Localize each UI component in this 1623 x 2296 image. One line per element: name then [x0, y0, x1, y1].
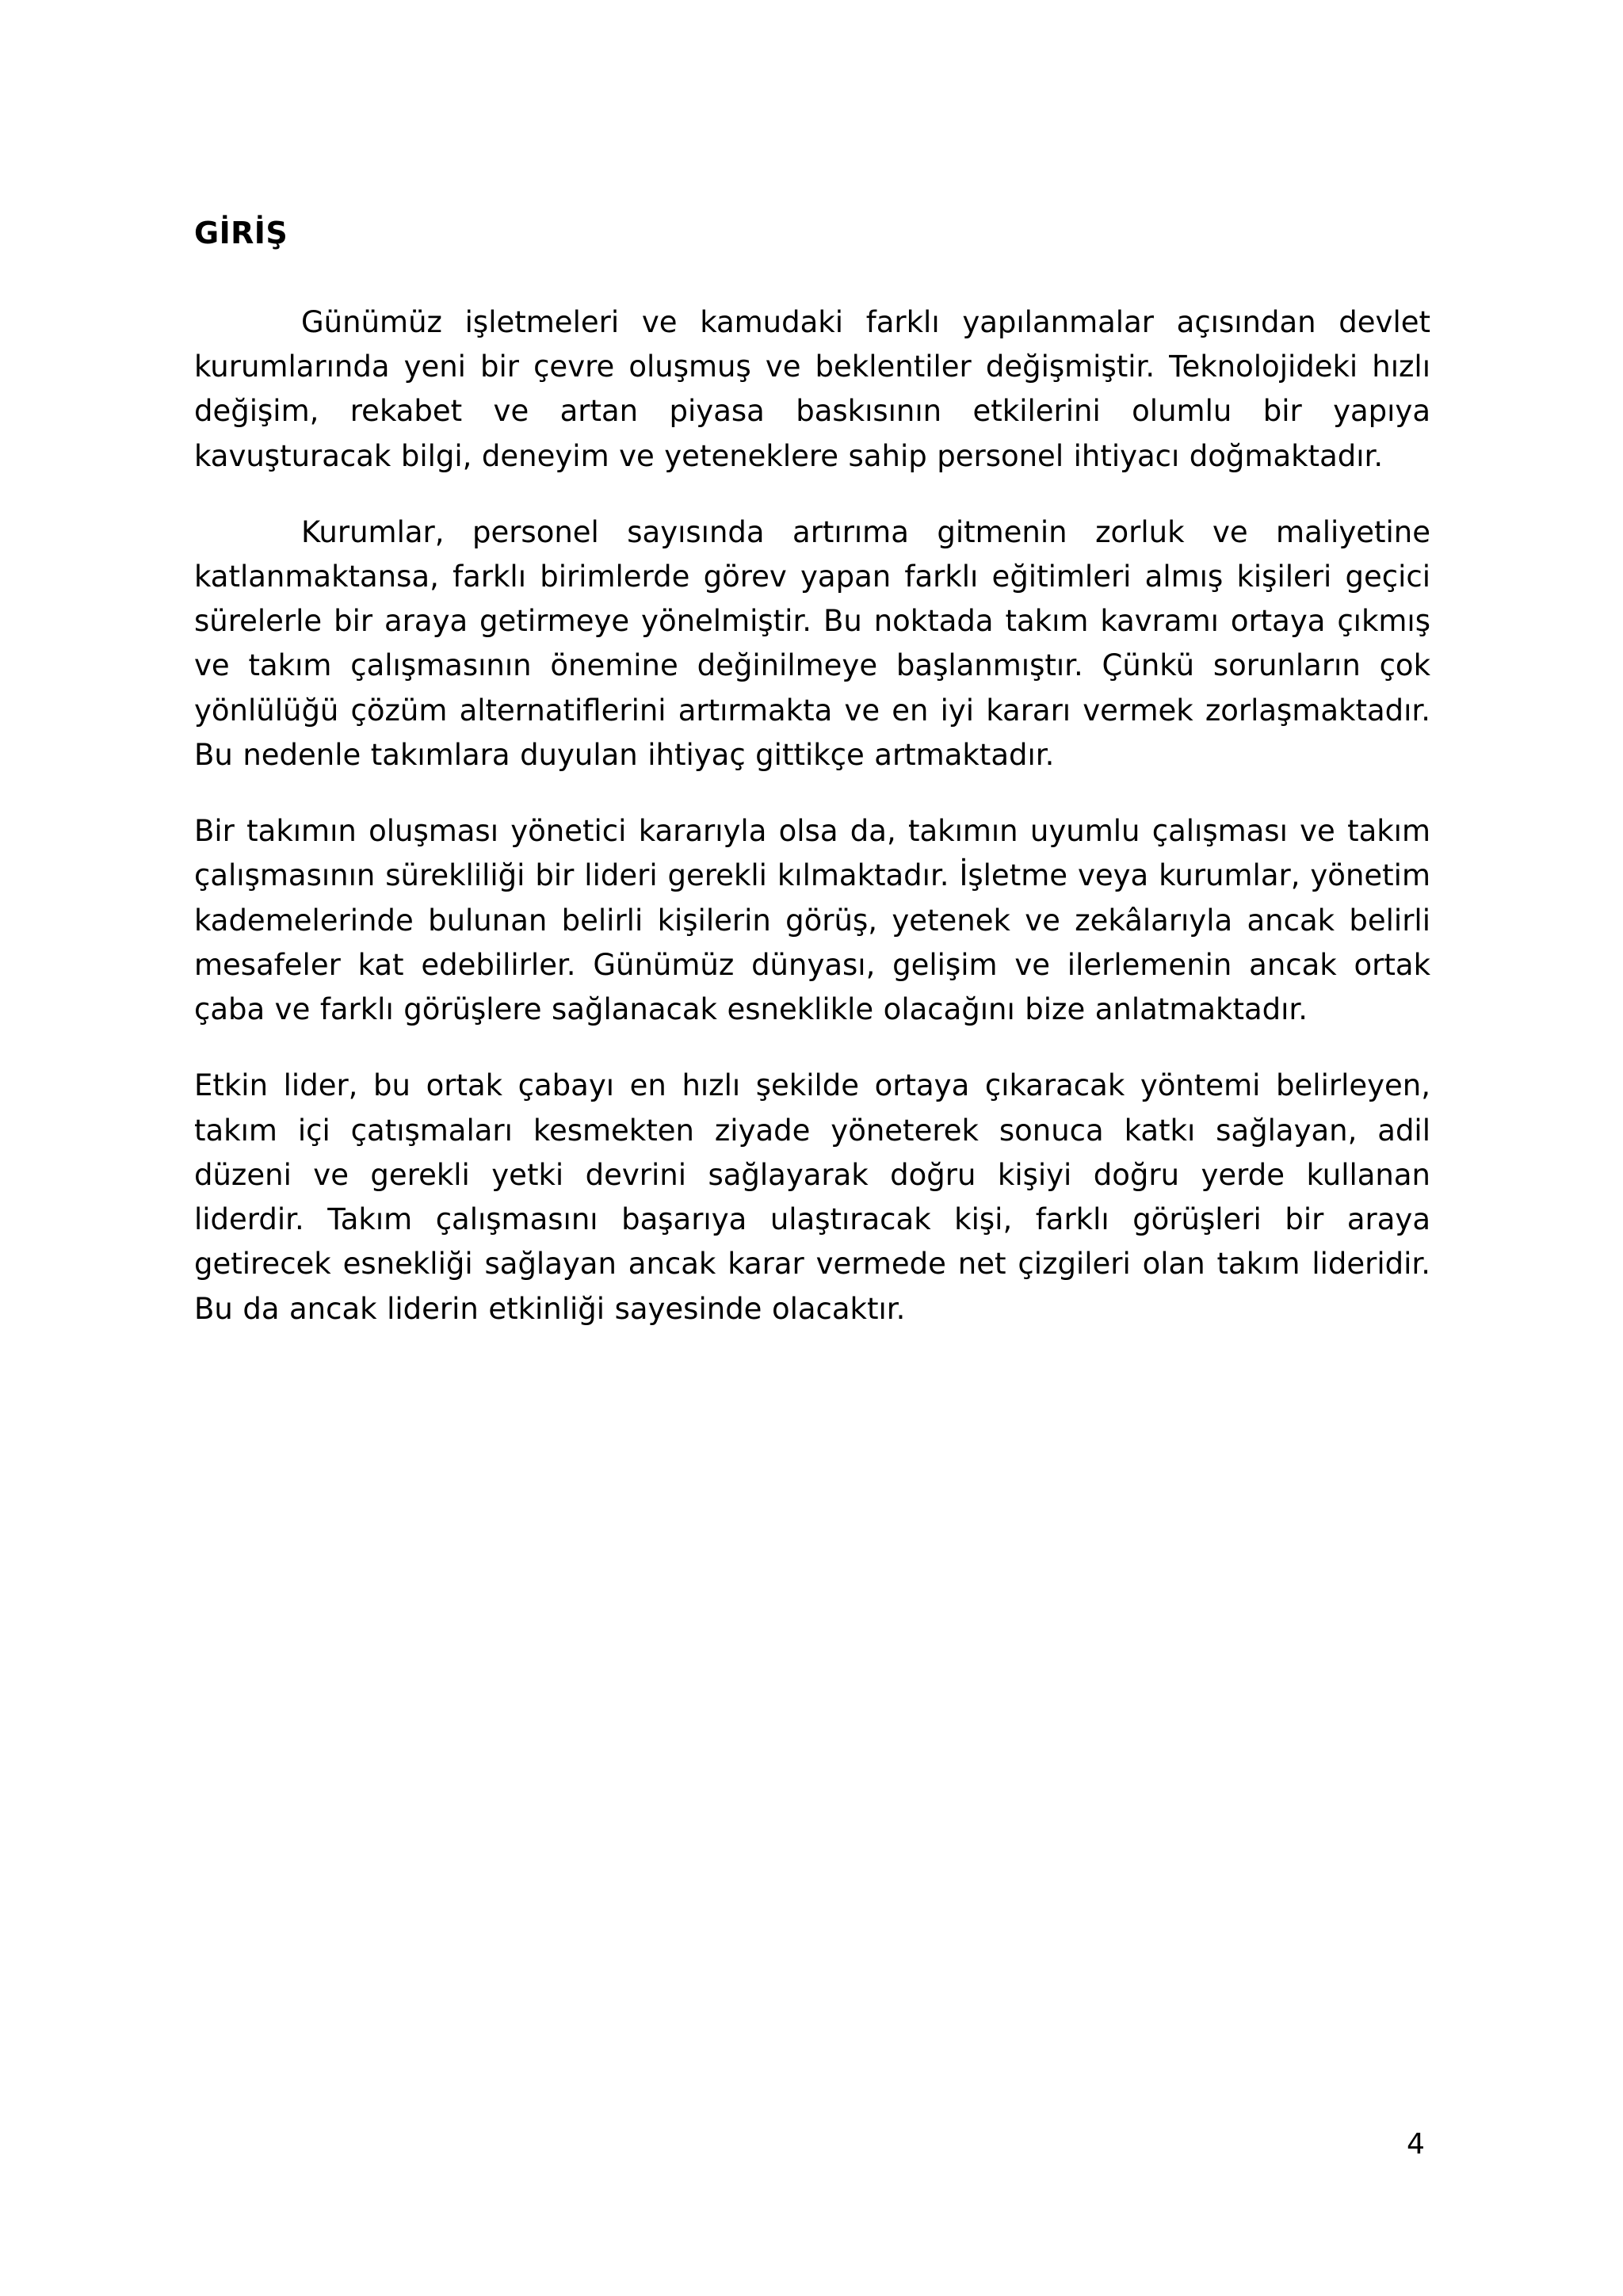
body-paragraph-4: Etkin lider, bu ortak çabayı en hızlı şekilde ortaya çıkaracak yöntemi belirleyen, takım içi çatışmaları kesmekten ziyade yöneterek sonuca katkı sağlayan, adil düzeni ve gerekli yetki devrini sağlayarak doğru kişiyi doğru yerde kullanan liderdir. Takım çalışmasını başarıya ulaştıracak kişi, farklı görüşleri bir araya getirecek esnekliği sağlayan ancak karar vermede net çizgileri olan takım lideridir. Bu da ancak liderin etkinliği sayesinde olacaktır.	[194, 1068, 1430, 1326]
body-paragraph-1: Günümüz işletmeleri ve kamudaki farklı yapılanmalar açısından devlet kurumlarında yeni bir çevre oluşmuş ve beklentiler değişmiştir. Teknolojideki hızlı değişim, rekabet ve artan piyasa baskısının etkilerini olumlu bir yapıya kavuşturacak bilgi, deneyim ve yeteneklere sahip personel ihtiyacı doğmaktadır.	[194, 304, 1430, 473]
page-content	[194, 216, 1430, 1331]
body-paragraph-2: Kurumlar, personel sayısında artırıma gitmenin zorluk ve maliyetine katlanmaktansa, farklı birimlerde görev yapan farklı eğitimleri almış kişileri geçici sürelerle bir araya getirmeye yönelmiştir. Bu noktada takım kavramı ortaya çıkmış ve takım çalışmasının önemine değinilmeye başlanmıştır. Çünkü sorunların çok yönlülüğü çözüm alternatiflerini artırmakta ve en iyi kararı vermek zorlaşmaktadır. Bu nedenle takımlara duyulan ihtiyaç gittikçe artmaktadır.	[194, 514, 1430, 772]
body-paragraph-3: Bir takımın oluşması yönetici kararıyla olsa da, takımın uyumlu çalışması ve takım çalışmasının sürekliliği bir lideri gerekli kılmaktadır. İşletme veya kurumlar, yönetim kademelerinde bulunan belirli kişilerin görüş, yetenek ve zekâlarıyla ancak belirli mesafeler kat edebilirler. Günümüz dünyası, gelişim ve ilerlemenin ancak ortak çaba ve farklı görüşlere sağlanacak esneklikle olacağını bize anlatmaktadır.	[194, 814, 1430, 1027]
page-title: GİRİŞ	[194, 216, 288, 250]
page-number: 4	[1407, 2128, 1425, 2160]
